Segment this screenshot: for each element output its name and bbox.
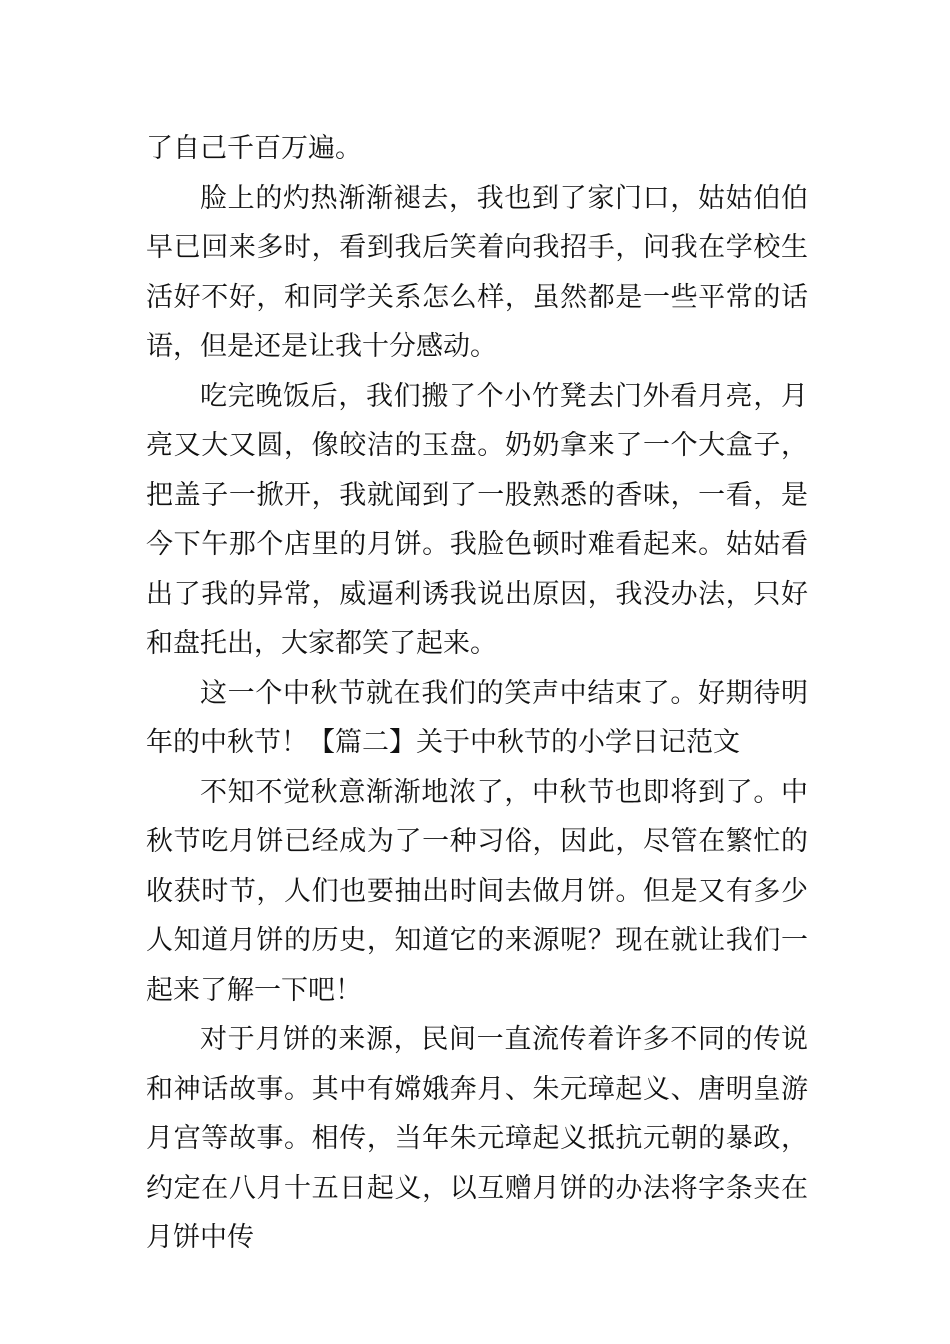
paragraph-continuation: 了自己千百万遍。: [146, 133, 362, 164]
document-body: [146, 124, 808, 1263]
paragraph-autumn-intro: 不知不觉秋意渐渐地浓了，中秋节也即将到了。中秋节吃月饼已经成为了一种习俗，因此，尽管在繁忙的收获时节，人们也要抽出时间去做月饼。但是又有多少人知道月饼的历史，知道它的来源呢？现在就让我们一起来了解一下吧！: [146, 776, 808, 1006]
paragraph-moon-viewing: 吃完晚饭后，我们搬了个小竹凳去门外看月亮，月亮又大又圆，像皎洁的玉盘。奶奶拿来了一个大盒子，把盖子一掀开，我就闻到了一股熟悉的香味，一看，是今下午那个店里的月饼。我脸色顿时难看起来。姑姑看出了我的异常，威逼利诱我说出原因，我没办法，只好和盘托出，大家都笑了起来。: [146, 380, 808, 659]
paragraph-festival-end: 这一个中秋节就在我们的笑声中结束了。好期待明年的中秋节！【篇二】关于中秋节的小学日记范文: [146, 677, 808, 758]
paragraph-arriving-home: 脸上的灼热渐渐褪去，我也到了家门口，姑姑伯伯早已回来多时，看到我后笑着向我招手，问我在学校生活好不好，和同学关系怎么样，虽然都是一些平常的话语，但是还是让我十分感动。: [146, 182, 808, 362]
paragraph-mooncake-origin: 对于月饼的来源，民间一直流传着许多不同的传说和神话故事。其中有嫦娥奔月、朱元璋起义、唐明皇游月宫等故事。相传，当年朱元璋起义抵抗元朝的暴政，约定在八月十五日起义，以互赠月饼的办法将字条夹在月饼中传: [146, 1024, 808, 1253]
